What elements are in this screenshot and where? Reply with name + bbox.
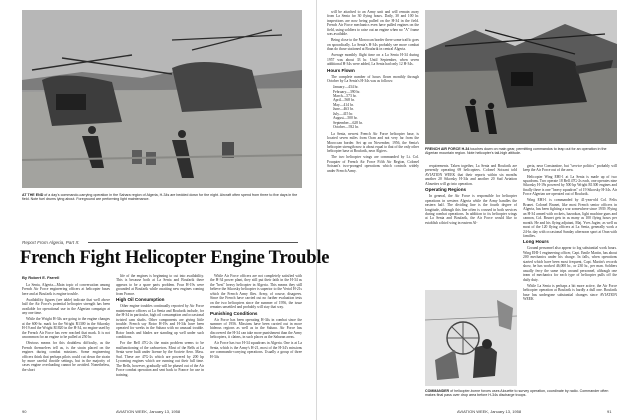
right-column-2 <box>425 164 517 286</box>
byline: By Robert E. Farrell <box>22 275 60 280</box>
paragraph: geria, near Constantine, but "service politics" probably will keep the Air Force out of the area. <box>523 164 617 173</box>
h34-landing-photo <box>425 10 617 144</box>
left-column-2 <box>116 274 204 405</box>
paragraph: will be attached to an Army unit and will remain away from La Senia for 30 flying hours. Daily, 30 and 100 hr. inspections are now being pulled on the H-34 in the field. French Air Force mechanics even have pulled engines on the field, using soldiers to raise out an engine when no "A" frame was available. <box>327 10 419 37</box>
hours-row: April—568 hr. <box>333 98 355 103</box>
hours-row: September—628 hr. <box>333 120 363 125</box>
caption-lead: FRENCH AIR FORCE H-34 <box>425 147 470 151</box>
helicopters-field-photo <box>22 10 302 188</box>
hours-row: June—463 hr. <box>333 107 354 112</box>
paragraph: Average monthly flight time on a La Senia H-34 during 1957 was about 33 hr. Until September, when seven additional H-34s were added, La Senia had only 12 H-34s. <box>327 53 419 67</box>
paragraph: In general, the Air Force is responsible for helicopter operations in western Algeria while the Army handles the eastern half. The dividing line is the fourth degree of longitude, although this line often is crossed in both services during combat operations. In addition to its helicopter wings at La Senia and Boufarik, the Air Force would like to establish a third wing in eastern Al- <box>425 194 517 225</box>
paragraph: La Senia, newest French Air Force helicopter base, is located seven miles from Oran and not very far from the Moroccan border. Set up on November, 1956, the Senia's helicopter strength now is about equal to that of the only other helicopter base at Boufarik, near Algiers. <box>327 131 419 154</box>
paragraph: requirements. Taken together, La Senia and Boufarik are presently operating 69 helicopters. Colonel Soixant told AVIATION WEEK that their reports within six months another 20 Sikorsky H-34s and another 20 Sud Aviation Alouettes will go into operation. <box>425 164 517 186</box>
hours-row: July—415 hr. <box>333 111 354 116</box>
right-column-1 <box>327 10 419 406</box>
caption-text: of helicopter-borne forces uses Alouette to survey operation, coordinate by radio. Commander often makes final pass over drop area before H-34s discharge troops. <box>425 389 609 398</box>
paragraph: La Senia, Algeria—Main topic of conversation among French Air Force engineering officers at helicopter bases here and at Boufarik is engine trouble. <box>22 283 110 296</box>
hours-row: February—390 hr. <box>333 89 361 94</box>
caption-text: of a day's commando-carrying operation in the Sahara region of Algeria, H-34s are bedded down for the night. Aircraft often spend from three to five days in the field. Note fuel drums lying about. Foreground are performing light maintenance. <box>22 193 298 202</box>
right-page-magazine: AVIATION WEEK, January 13, 1958 <box>457 409 522 414</box>
right-page <box>317 0 634 420</box>
paragraph: Ground personnel also appear to log substantial work hours. Wing EHI-1 engineering officer, Capt. Emile Martin, has about 200 mechanics under his charge. In falls, when operations started which have been most frequent, Capt. Martin's records show, he has worked 46,000 hr., or 230 hr., per man. Soldiers usually ferry the same trips around personnel, although one team of mechanics for each type of helicopter pulls off the daily duty. <box>523 246 617 282</box>
paragraph: Air Force has two H-34 squadrons in Algeria. One is at La Senia, which is the Army's H-21, most of the H-34's missions are commando-carrying operations. Usually a group of three H-34s <box>210 341 302 359</box>
paragraph: Other engine troubles continually reported by Air Force maintenance officers at La Senia and Boufarik include, for the H-34 in particular, high oil consumption and occasional twisted cam shafts. Other components are giving little trouble. French say Rotor H-19s and H-34s have been operated for weeks in the Sahara with no unusual trouble. Rotor heads and blades are standing up well under such conditions. <box>116 304 204 340</box>
article-kicker: Report From Algeria, Part II: <box>22 240 80 245</box>
article-headline: French Fight Helicopter Engine Trouble <box>20 248 330 268</box>
hours-row: October—932 hr. <box>333 125 359 130</box>
paragraph: Helicopter Wing EHI-1 at La Senia is made up of two squadrons. Two operate 18 Bell 47G-2s each, one operates nine Sikorsky H-19s powered by 500 hp Wright R1300 engines and finally there is one "heavy squadron" of 19 Sikorsky H-34s. Air Force Algerian are operated out of Boufarik. <box>523 174 617 197</box>
alouette-cockpit-photo <box>425 290 517 386</box>
subhead-hours-flown: Hours Flown <box>327 67 355 73</box>
paragraph: The two helicopter wings are commanded by Lt. Col. Fouquier of French Air Force Fifth Air Region, Colonel Soixant's two-pronged operations which controls widely under French Army. <box>327 155 419 173</box>
left-column-3 <box>210 274 302 405</box>
hours-row: August—500 hr. <box>333 116 358 121</box>
paragraph: Availability figures (see table) indicate that well above half the Air Force's potential helicopter strength has been available for operational use in the Algerian campaign at any one time. <box>22 297 110 316</box>
paragraph: While Air Force officers are not completely satisfied with the H-34 power plant, they still put their faith in the H-34 as the "best" heavy helicopter in Algeria. This means they still believe the Sikorsky helicopter is superior to the Vertol H-21s which the French Army flies. Army, of course, disagrees. Since the French have carried out no further evaluation tests on the two helicopters since the summer of 1956, the issue remains unsettled and probably will stay that way. <box>210 274 302 310</box>
paragraph: While La Senia is perhaps a bit more active, the Air Force helicopter operation at Boufarik is hardly a dull one. Boufarik base has undergone substantial changes since AVIATION WEEK <box>523 283 617 301</box>
left-column-1 <box>22 283 110 405</box>
caption-text: touches down on main gear, permitting commandos to leap out for an operation in the Algerian mountain region. Note helicopter's tail-high attitude. <box>425 147 607 156</box>
top-photo-caption <box>425 147 617 156</box>
paragraph: Being close to the Moroccan border there some traffic goes on sporadically. La Senia's H-34s probably see more combat than do those stationed at Boufarik in central Algeria. <box>327 38 419 52</box>
subhead-long-hours: Long Hours <box>523 239 549 245</box>
right-page-number: 91 <box>607 409 612 414</box>
caption-lead: COMMANDER <box>425 389 450 393</box>
subhead-operating-regions: Operating Regions <box>425 187 467 193</box>
subhead-high-oil: High Oil Consumption <box>116 297 165 303</box>
bottom-photo-caption <box>425 389 617 398</box>
hours-table <box>327 85 419 130</box>
caption-lead: AT THE END <box>22 193 44 197</box>
paragraph: Obvious means for this doubtless difficulty, as the French themselves tell us, is the strain placed on the engines during combat missions. Some engineering officers think that perhaps pilots could cut down the strain by more careful throttle settings, but in the majority of cases engine overloading cannot be avoided. Nonetheless, the short <box>22 341 110 372</box>
hours-row: May—414 hr. <box>333 102 354 107</box>
paragraph: The complete number of hours flown monthly through October by La Senia's H-34s was as follows: <box>327 74 419 84</box>
paragraph: While the Wright H-34s are going to the engine changes at the 600-hr. mark for the Wright R1300 in the Sikorsky H-19 and the Wright R1820 in the H-34, no engine used by the French Air Force has ever reached that mark. It is not uncommon for an engine to be pulled at 250 hr. <box>22 317 110 340</box>
hours-row: January—434 hr. <box>333 85 359 90</box>
paragraph: life of the engines is beginning to cut into availability. This is because both at La Senia and Boufarik there appears to be a spare parts problem. Four H-19s were grounded at Boufarik while awaiting new engines coming from France. <box>116 274 204 296</box>
paragraph: Wing EHI-1 is commanded by 41-year-old Col. Felix Brunet. Colonel Brunet, like most French senior officers in Algeria, has been fighting a war somewhere since 1939. Flying an H-34 armed with rockets, bazookas, light machine guns and cannon, Col. Brunet gets in as many as 100 flying hours per month. He and his flying adjutant, Maj. Yves Jugier, as well as most of the 120 flying officers at La Senia, generally work a 24-hr. day with occasional Sunday afternoon sport at Oran with families. <box>523 198 617 238</box>
photo-caption <box>22 193 302 202</box>
paragraph: Air Force has been operating H-34s in combat since the summer of 1956. Missions have been carried out in more hideous regions as well as in the Sahara. Air Force has discovered the H-34 can take more punishment than the Army helicopters, it claims, in such places as the Saharan areas. <box>210 317 302 340</box>
left-page-magazine: AVIATION WEEK, January 13, 1958 <box>116 409 181 414</box>
subhead-punishing: Punishing Conditions <box>210 310 258 316</box>
left-page-number: 90 <box>22 409 27 414</box>
hours-row: March—573 hr. <box>333 93 357 98</box>
paragraph: For the Bell 47G-2s the main problem seems to be malfunctioning of the carburetors. Most of the Bells at La Senia were built under license by the Societe Aero. Mass. Sud. These are 47G-2s which are powered by 200 hp Lycoming engines which are running out their full time. The Bells, however, gradually will be phased out of the Air Force combat operation and sent back to France for use in training. <box>116 341 204 377</box>
right-column-3 <box>523 164 617 386</box>
kicker-rule <box>88 242 298 243</box>
